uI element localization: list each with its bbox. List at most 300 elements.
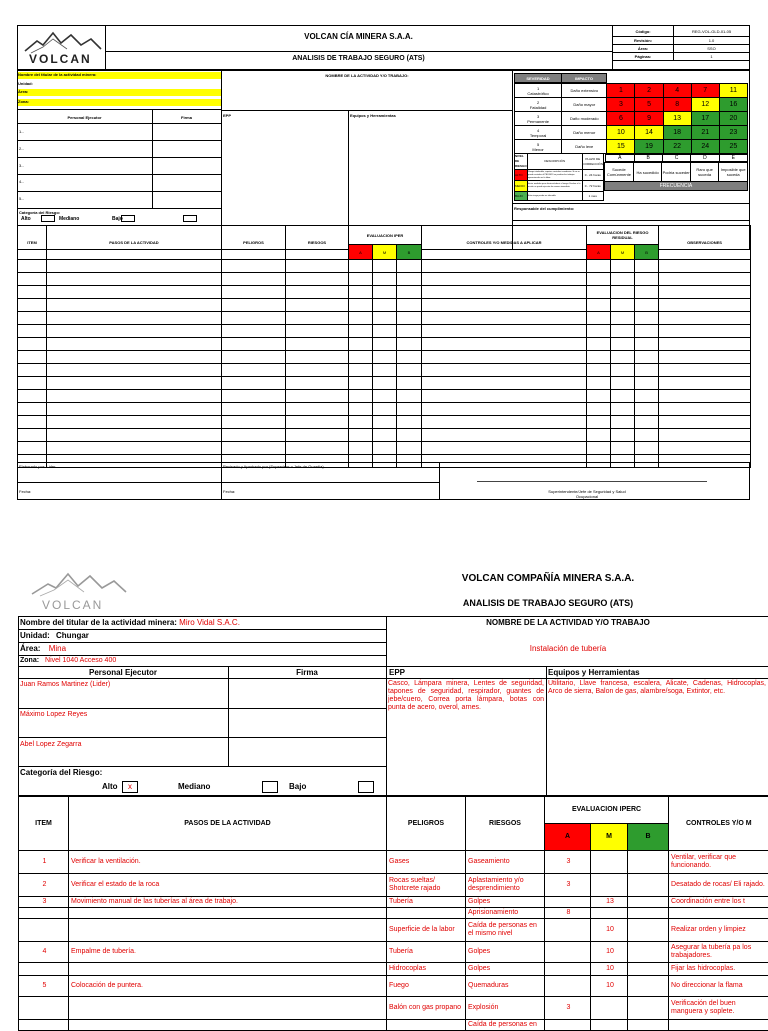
table-cell[interactable] [659,312,751,325]
table-cell[interactable] [659,351,751,364]
table-cell[interactable] [349,312,373,325]
table-cell[interactable] [659,364,751,377]
table-cell[interactable] [397,403,422,416]
matrix-cell: 5 [635,98,663,112]
activity-name-label-2: NOMBRE DE LA ACTIVIDAD Y/O TRABAJO [388,618,748,627]
table-cell[interactable] [18,312,47,325]
table-cell[interactable] [373,312,397,325]
table-cell[interactable] [18,338,47,351]
table-cell[interactable] [611,390,635,403]
table-cell[interactable] [222,364,286,377]
table-cell[interactable] [222,442,286,455]
table-cell[interactable] [349,364,373,377]
table-cell[interactable] [397,364,422,377]
matrix-cell: 23 [719,126,747,140]
table-cell[interactable] [422,403,587,416]
table-cell[interactable] [611,260,635,273]
cell-a [545,897,591,908]
table-cell[interactable] [635,286,659,299]
table-cell[interactable] [47,364,222,377]
table-cell[interactable] [373,260,397,273]
cell-riesgo: Golpes [466,897,545,908]
table-cell[interactable] [397,299,422,312]
table-row [18,390,751,403]
table-cell[interactable] [611,273,635,286]
table-row [19,908,768,919]
company-name: VOLCAN CÍA MINERA S.A.A. [105,32,612,41]
table-cell[interactable] [611,429,635,442]
table-cell[interactable] [18,429,47,442]
table-cell[interactable] [18,403,47,416]
table-cell[interactable] [286,273,349,286]
table-cell[interactable] [373,325,397,338]
table-cell[interactable] [635,299,659,312]
table-cell[interactable] [47,403,222,416]
table-cell[interactable] [587,273,611,286]
table-cell[interactable] [286,286,349,299]
alto-checkbox-2[interactable]: x [122,781,138,793]
table-cell[interactable] [222,429,286,442]
table-cell[interactable] [349,351,373,364]
table-cell[interactable] [18,325,47,338]
form2: VOLCAN VOLCAN COMPAÑÍA MINERA S.A.A. ANALISIS DE TRABAJO SEGURO (ATS) Nombre del titular de la actividad minera: Miro Vidal S.A.C. Unidad: Chungar Área: Mina Zona: Nivel 1040 Acceso 400 Personal Ejecutor Firma Juan Ramos Martinez (Lider) Máximo Lopez Reyes Abel Lopez Zegarra Categoría del Riesgo: Alto x Mediano Bajo NOMBRE DE LA ACTIVIDAD Y/O TRABAJO Instalación de tubería EPP Equipos y Herramientas Casco, Lámpara minera, Lentes de seguridad, tapones de seguridad, respirador, guantes de jebe/cuero, Correa porta lámpara, botas con punta de acero, overol, arnes. Utilitario, Llave francesa, escalera, Alicate, Cadenas, Hidrocoplas, Arco de sierra, Balon de gas, alambre/soga, Extintor, etc. ITEM PASOS DE LA ACTIVIDAD PELIGROS RIESGOS EVALUACION IPERC CONTROLES Y/O M A M B 1 Verificar la ventilación. Gases Gaseamiento 3 Ventilar, verificar que funcionando. 2 Verificar el estado de la roca Rocas sueltas/ Shotcrete rajado Aplastamiento y/o desprendimiento 3 Desatado de rocas/ Eli rajado. 3 Movimiento manual de las tuberías al área de trabajo. Tubería Golpes 13 Coordinación entre los t Aprisionamiento 8 Superficie de la labor Caída de personas en el mismo nivel 10 Realizar orden y limpiez 4 Empalme de tubería. Tubería Golpes 10 Asegurar la tubería pa los trabajadores. Hidrocoplas Golpes 10 Fijar las hidrocoplas. 5 Colocación de puntera. Fuego Quemaduras 10 No direccionar la flama Balón con gas propano Explosión 3 Verificación del buen manguera y soplete. Caída de personas en [18,560,768,1024]
cell-control: No direccionar la flama [669,976,768,997]
cell-b [628,1020,669,1031]
table-cell[interactable] [18,351,47,364]
table-cell[interactable] [286,416,349,429]
severity-number: 5 [515,142,561,147]
table-row [18,286,751,299]
table-cell[interactable] [222,390,286,403]
table-cell[interactable] [373,338,397,351]
cell-b [628,897,669,908]
table-cell[interactable] [373,286,397,299]
table-cell[interactable] [286,390,349,403]
table-cell[interactable] [47,416,222,429]
cell-item: 5 [19,976,69,997]
cell-b [628,963,669,976]
table-cell[interactable] [611,403,635,416]
table-cell[interactable] [373,351,397,364]
table-cell[interactable] [659,338,751,351]
table-cell[interactable] [635,377,659,390]
table-cell[interactable] [18,273,47,286]
table-cell[interactable] [659,273,751,286]
table-cell[interactable] [587,390,611,403]
table-cell[interactable] [286,429,349,442]
table-cell[interactable] [587,312,611,325]
table-cell[interactable] [47,429,222,442]
cell-m: 10 [591,919,628,942]
categoria-label: Categoría del Riesgo: [19,210,60,215]
table-cell[interactable] [373,429,397,442]
epp-label-2: EPP [389,668,405,677]
table-cell[interactable] [587,351,611,364]
table-cell[interactable] [286,325,349,338]
cell-a [545,1020,591,1031]
cell-peligro: Balón con gas propano [387,997,466,1020]
zona-value: Nivel 1040 Acceso 400 [45,657,116,664]
mediano-checkbox-2[interactable] [262,781,278,793]
severity-number: 1 [515,86,561,91]
meta-table: Código: REG-VOL-GLD-01-05 Revisión: 1.0 Área: SSO Páginas: 1 [612,25,750,61]
table-cell[interactable] [422,299,587,312]
unidad-value: Chungar [56,631,89,640]
table-cell[interactable] [349,325,373,338]
table-cell[interactable] [635,338,659,351]
table-cell[interactable] [422,377,587,390]
table-cell[interactable] [349,416,373,429]
table-cell[interactable] [635,390,659,403]
cell-a: 8 [545,908,591,919]
table-cell[interactable] [422,429,587,442]
table-row [18,377,751,390]
table-cell[interactable] [587,429,611,442]
table-cell[interactable] [422,273,587,286]
table-cell[interactable] [47,351,222,364]
table-cell[interactable] [611,338,635,351]
titular-label: Nombre del titular de la actividad minera: [18,72,221,79]
table-cell[interactable] [397,325,422,338]
table-row [19,976,768,997]
table-cell[interactable] [611,416,635,429]
table-cell[interactable] [659,377,751,390]
severity-name: Permanente [515,119,561,124]
cell-paso [69,997,387,1020]
table-row [18,364,751,377]
revisado-label: Revisado y Aprobado por (Supervisor o Jefe de Guardia) [223,464,324,469]
matrix-cell: 22 [663,140,691,154]
table-cell[interactable] [47,273,222,286]
severity-number: 3 [515,114,561,119]
bajo-checkbox[interactable] [183,215,197,222]
table-row [18,351,751,364]
table-cell[interactable] [349,286,373,299]
table-cell[interactable] [587,325,611,338]
table-cell[interactable] [659,286,751,299]
table-row [19,897,768,908]
table-cell[interactable] [349,260,373,273]
cell-m [591,1020,628,1031]
matrix-cell: 15 [607,140,635,154]
cell-item [19,963,69,976]
cell-m: 13 [591,897,628,908]
bajo-checkbox-2[interactable] [358,781,374,793]
table-row [19,942,768,963]
cell-peligro: Fuego [387,976,466,997]
table-cell[interactable] [659,429,751,442]
table-cell[interactable] [587,338,611,351]
table-cell[interactable] [286,403,349,416]
table-cell[interactable] [659,416,751,429]
cell-control [669,908,768,919]
matrix-cell: 9 [635,112,663,126]
cell-m [591,851,628,874]
personal-label-2: Personal Ejecutor [18,668,228,677]
severity-name: Catastrófico [515,91,561,96]
cell-a [545,963,591,976]
zona-label: Zona: [18,99,221,106]
table-cell[interactable] [222,351,286,364]
table-cell[interactable] [587,299,611,312]
table-cell[interactable] [47,442,222,455]
table-cell[interactable] [373,364,397,377]
table-cell[interactable] [349,403,373,416]
cell-item [19,997,69,1020]
cell-peligro [387,908,466,919]
table-cell[interactable] [286,312,349,325]
cell-b [628,908,669,919]
cell-riesgo: Aprisionamiento [466,908,545,919]
table-cell[interactable] [18,260,47,273]
table-cell[interactable] [422,442,587,455]
table-cell[interactable] [422,364,587,377]
titular-value: Miro Vidal S.A.C. [179,618,240,627]
cell-item: 1 [19,851,69,874]
table-cell[interactable] [635,260,659,273]
cell-b [628,874,669,897]
matrix-cell: 24 [691,140,719,154]
matrix-cell: 25 [719,140,747,154]
table-cell[interactable] [222,273,286,286]
matrix-cell: 10 [607,126,635,140]
table-cell[interactable] [373,442,397,455]
cell-control [669,1020,768,1031]
table-cell[interactable] [397,286,422,299]
table-cell[interactable] [222,286,286,299]
table-cell[interactable] [349,273,373,286]
equipos-value: Utilitario, Llave francesa, escalera, Alicate, Cadenas, Hidrocoplas, Arco de sierra, Balon de gas, alambre/soga, Extintor, etc. [548,680,766,696]
table-cell[interactable] [422,312,587,325]
table-cell[interactable] [222,299,286,312]
cell-paso [69,908,387,919]
table-cell[interactable] [659,390,751,403]
cell-peligro [387,1020,466,1031]
table-cell[interactable] [635,273,659,286]
cell-b [628,919,669,942]
volcan-logo [19,27,107,67]
cell-peligro: Rocas sueltas/ Shotcrete rajado [387,874,466,897]
table-cell[interactable] [659,260,751,273]
table-cell[interactable] [349,442,373,455]
table-cell[interactable] [18,364,47,377]
matrix-cell: 1 [607,84,635,98]
matrix-row [515,84,748,98]
table-cell[interactable] [349,338,373,351]
matrix-cell: 17 [691,112,719,126]
volcan-brand-2: VOLCAN [42,598,103,612]
table-cell[interactable] [373,299,397,312]
table-cell[interactable] [422,325,587,338]
table-cell[interactable] [659,325,751,338]
table-row [18,325,751,338]
table-cell[interactable] [397,260,422,273]
table-row [18,260,751,273]
table-cell[interactable] [47,312,222,325]
table-cell[interactable] [422,351,587,364]
table-cell[interactable] [222,312,286,325]
table-cell[interactable] [18,299,47,312]
table-cell[interactable] [397,429,422,442]
table-cell[interactable] [611,442,635,455]
table-cell[interactable] [18,390,47,403]
table-cell[interactable] [635,403,659,416]
table-cell[interactable] [286,299,349,312]
table-cell[interactable] [587,260,611,273]
personal-1: Juan Ramos Martinez (Lider) [20,681,110,688]
table-cell[interactable] [635,351,659,364]
table-cell[interactable] [222,338,286,351]
cell-control: Verificación del buen manguera y soplete. [669,997,768,1020]
cell-item [19,1020,69,1031]
table-cell[interactable] [373,377,397,390]
table-cell[interactable] [611,377,635,390]
table-cell[interactable] [397,377,422,390]
table-cell[interactable] [373,416,397,429]
table-cell[interactable] [587,416,611,429]
table-cell[interactable] [47,338,222,351]
table-cell[interactable] [222,325,286,338]
cell-paso: Verificar la ventilación. [69,851,387,874]
cell-b [628,851,669,874]
cell-a: 3 [545,851,591,874]
table-cell[interactable] [422,286,587,299]
table-cell[interactable] [373,403,397,416]
table-cell[interactable] [659,442,751,455]
table-cell[interactable] [635,325,659,338]
table-cell[interactable] [286,364,349,377]
table-cell[interactable] [659,403,751,416]
cell-peligro: Superficie de la labor [387,919,466,942]
table-cell[interactable] [659,299,751,312]
table-cell[interactable] [397,390,422,403]
table-cell[interactable] [47,325,222,338]
matrix-cell: 21 [691,126,719,140]
table-cell[interactable] [635,364,659,377]
cell-item [19,908,69,919]
table-cell[interactable] [286,338,349,351]
table-cell[interactable] [611,351,635,364]
mediano-checkbox[interactable] [121,215,135,222]
table-cell[interactable] [18,442,47,455]
cell-control: Ventilar, verificar que funcionando. [669,851,768,874]
table-cell[interactable] [587,442,611,455]
table-cell[interactable] [422,416,587,429]
cell-peligro: Tubería [387,897,466,908]
table-cell[interactable] [611,286,635,299]
alto-checkbox[interactable] [41,215,55,222]
company-name-2: VOLCAN COMPAÑÍA MINERA S.A.A. [398,573,698,584]
table-cell[interactable] [349,377,373,390]
table-cell[interactable] [349,390,373,403]
table-cell[interactable] [397,416,422,429]
cell-peligro: Gases [387,851,466,874]
table-cell[interactable] [47,377,222,390]
table-cell[interactable] [397,442,422,455]
table-cell[interactable] [635,429,659,442]
table-cell[interactable] [587,403,611,416]
table-cell[interactable] [286,351,349,364]
severity-number: 4 [515,128,561,133]
table-cell[interactable] [397,338,422,351]
cell-item: 3 [19,897,69,908]
table-cell[interactable] [635,442,659,455]
cell-control: Asegurar la tubería pa los trabajadores. [669,942,768,963]
table-cell[interactable] [222,260,286,273]
table-cell[interactable] [611,325,635,338]
volcan-logo-2 [26,568,136,613]
cell-riesgo: Aplastamiento y/o desprendimiento [466,874,545,897]
cell-paso: Verificar el estado de la roca [69,874,387,897]
table-cell[interactable] [397,312,422,325]
matrix-cell: 4 [663,84,691,98]
table-cell[interactable] [587,377,611,390]
table-cell[interactable] [635,312,659,325]
table-cell[interactable] [47,390,222,403]
matrix-cell: 16 [719,98,747,112]
table-cell[interactable] [222,416,286,429]
cell-riesgo: Golpes [466,963,545,976]
table-cell[interactable] [286,377,349,390]
table-cell[interactable] [47,260,222,273]
table-cell[interactable] [18,286,47,299]
table-cell[interactable] [373,273,397,286]
table-row [18,429,751,442]
impact-label: Daño leve [562,140,607,154]
table-cell[interactable] [422,390,587,403]
matrix-cell: 20 [719,112,747,126]
table-row [18,299,751,312]
table-cell[interactable] [635,416,659,429]
epp-value: Casco, Lámpara minera, Lentes de seguridad, tapones de seguridad, respirador, guantes de jebe/cuero, Correa porta lámpara, botas con punta de acero, overol, arnes. [388,680,544,712]
cell-peligro: Tubería [387,942,466,963]
table-cell[interactable] [349,429,373,442]
volcan-brand: VOLCAN [29,52,92,66]
table-cell[interactable] [397,273,422,286]
table-row [19,919,768,942]
cell-riesgo: Gaseamiento [466,851,545,874]
doc-title-2: ANALISIS DE TRABAJO SEGURO (ATS) [398,598,698,608]
table-cell[interactable] [286,260,349,273]
table-cell[interactable] [587,364,611,377]
cell-m: 10 [591,976,628,997]
table-cell[interactable] [222,403,286,416]
impact-label: Daño mayor [562,98,607,112]
table-cell[interactable] [422,338,587,351]
table-cell[interactable] [286,442,349,455]
area-label: Área: [18,89,221,96]
table-row [18,442,751,455]
table-cell[interactable] [397,351,422,364]
table-cell[interactable] [18,377,47,390]
risk-levels-legend: NIVEL DE RIESGO DESCRIPCIÓN PLAZO DE CORRECCIÓN ALTO Riesgo intolerable, requiere controles inmediatos. Si no se puede controlar el PELIGRO se paraliza los trabajos operacionales en la labor. 0 - 24 horas MEDIO Iniciar medidas para eliminar/reducir el riesgo. Evaluar si la acción se puede ejecutar de manera inmediata. 0 - 72 horas BAJO Este riesgo puede ser tolerable. 1 mes [514,153,604,201]
table-cell[interactable] [47,286,222,299]
table-cell[interactable] [611,312,635,325]
cell-item: 4 [19,942,69,963]
table-cell[interactable] [47,299,222,312]
form1: VOLCAN VOLCAN CÍA MINERA S.A.A. ANALISIS DE TRABAJO SEGURO (ATS) Código: REG-VOL-GLD-01-05 Revisión: 1.0 Área: SSO Páginas: 1 Nombre del titular de la actividad minera: Unidad: Área: Zona: Personal Ejecutor Firma 1.- 2.- 3.- 4.- 5.- Categoría del Riesgo: Alto Mediano Bajo NOMBRE DE LA ACTIVIDAD Y/O TRABAJO: EPP Equipos y Herramientas SEVERIDAD IMPACTO 1 Catastrófico Daño extensivo 1 2 4 7 11 2 Fatalidad Daño mayor 3 5 8 12 16 3 Permanente Daño moderado 6 9 13 17 20 4 Temporal Daño menor 10 14 18 21 23 5 Menor Daño leve 15 19 22 24 25 A B C D E NIVEL DE RIESGO DESCRIPCIÓN PLAZO DE CORRECCIÓN ALTO Riesgo intolerable, requiere controles inmediatos. Si no se puede controlar el PELIGRO se paraliza los trabajos operacionales en la labor. 0 - 24 horas MEDIO Iniciar medidas para eliminar/reducir el riesgo. Evaluar si la acción se puede ejecutar de manera inmediata. 0 - 72 horas BAJO Este riesgo puede ser tolerable. 1 mes Sucede Comúnmente Ha sucedido Podría suceder Raro que suceda Imposible que suceda FRECUENCIA Responsable del cumplimiento: ITEM PASOS DE LA ACTIVIDAD PELIGROS RIESGOS EVALUACION IPER CONTROLES Y/O MEDIDAS A APLICAR EVALUACION DEL RIESGO RESIDUAL OBSERVACIONES A M B A M B Elaborado por: Líder Revisado y Aprobado por (Supervisor o Jefe de Guardia) Fecha: Fecha: Superintendente/Jefe de Seguridad y Salud Ocupacional [17,25,750,500]
table-cell[interactable] [611,299,635,312]
table-cell[interactable] [373,390,397,403]
table-cell[interactable] [222,377,286,390]
table-cell[interactable] [422,260,587,273]
table-cell[interactable] [18,416,47,429]
table-row [19,997,768,1020]
table-cell[interactable] [587,286,611,299]
table-cell[interactable] [611,364,635,377]
table-cell[interactable] [349,299,373,312]
cell-control: Fijar las hidrocoplas. [669,963,768,976]
